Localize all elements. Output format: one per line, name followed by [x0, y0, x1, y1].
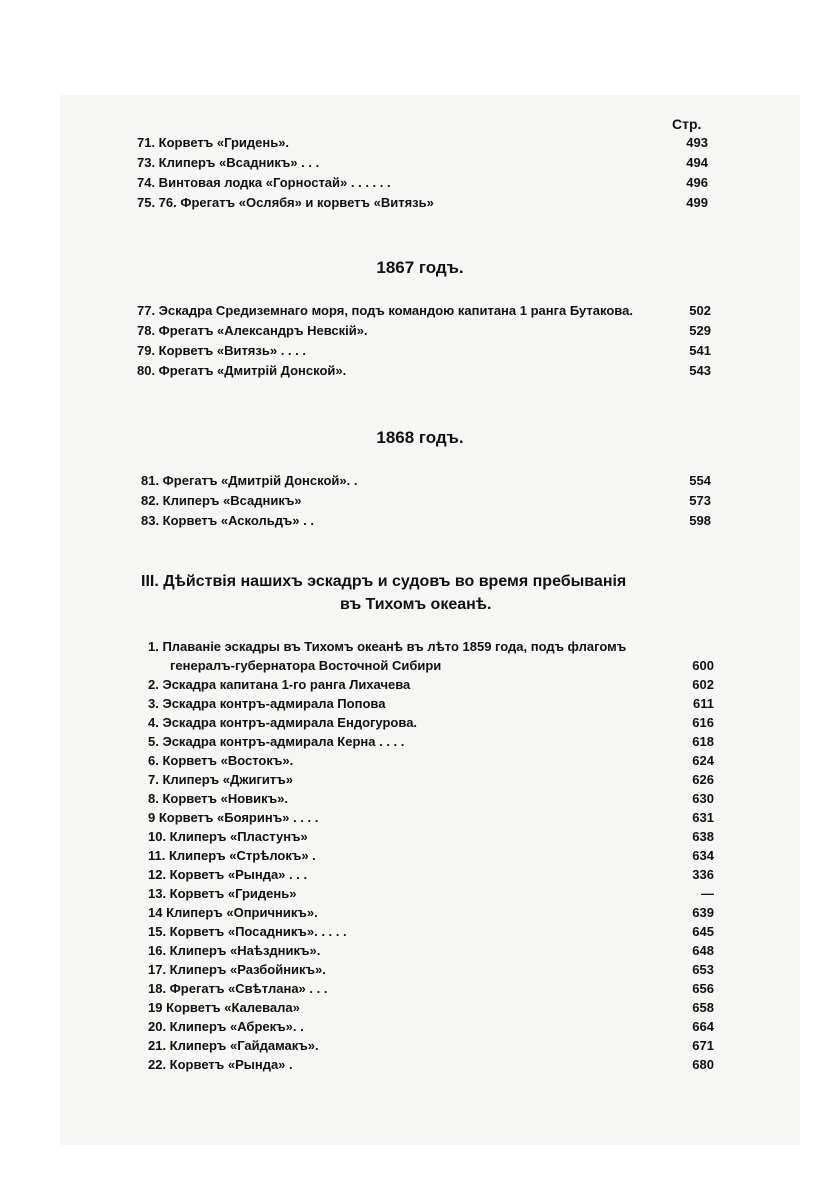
- toc-row-page: 638: [692, 829, 714, 844]
- toc-row-label: 12. Корветъ «Рында» . . .: [148, 867, 308, 882]
- toc-row-page: —: [701, 886, 714, 901]
- toc-row-label: 3. Эскадра контръ-адмирала Попова: [148, 696, 386, 711]
- year-heading: 1868 годъ.: [376, 428, 464, 447]
- toc-row-page: 658: [692, 1000, 714, 1015]
- toc-row: [148, 733, 714, 751]
- toc-row: [148, 695, 714, 713]
- toc-row-label: 74. Винтовая лодка «Горностай» . . . . . .: [137, 175, 391, 190]
- toc-row-page: 664: [692, 1019, 714, 1034]
- toc-row: [148, 923, 714, 941]
- section-title-line1: III. Дѣйствія нашихъ эскадръ и судовъ во время пребыванія: [141, 573, 627, 590]
- toc-row-label: 10. Клиперъ «Пластунъ»: [148, 829, 308, 844]
- toc-row-page: 656: [692, 981, 714, 996]
- toc-row-label: 6. Корветъ «Востокъ».: [148, 753, 294, 768]
- toc-row-label: 17. Клиперъ «Разбойникъ».: [148, 962, 326, 977]
- toc-row: [148, 676, 714, 694]
- toc-row-label: 75. 76. Фрегатъ «Ослябя» и корветъ «Витязь»: [137, 195, 434, 210]
- section-title-line2: въ Тихомъ океанѣ.: [340, 596, 492, 613]
- toc-row-page: 493: [686, 135, 708, 150]
- toc-row-label-continued: генералъ-губернатора Восточной Сибири: [170, 658, 442, 673]
- toc-row-page: 616: [692, 715, 714, 730]
- toc-row: [148, 1018, 714, 1036]
- toc-row: [148, 752, 714, 770]
- toc-row-page: 336: [692, 867, 714, 882]
- toc-row-page: 602: [692, 677, 714, 692]
- toc-row: [141, 472, 711, 490]
- toc-row-label: 73. Клиперъ «Всадникъ» . . .: [137, 155, 320, 170]
- toc-row-page: 639: [692, 905, 714, 920]
- toc-row-first-line: [148, 638, 626, 656]
- toc-row-page: 600: [692, 658, 714, 673]
- toc-row: [148, 885, 714, 903]
- toc-row-label: 19 Корветъ «Калевала»: [148, 1000, 300, 1015]
- toc-row-label: 18. Фрегатъ «Свѣтлана» . . .: [148, 981, 328, 996]
- toc-row-page: 554: [689, 473, 711, 488]
- toc-row-label: 7. Клиперъ «Джигитъ»: [148, 772, 293, 787]
- toc-row: [148, 790, 714, 808]
- toc-row: [148, 828, 714, 846]
- toc-row-label: 81. Фрегатъ «Дмитрій Донской». .: [141, 473, 358, 488]
- toc-row: [148, 847, 714, 865]
- toc-row: [137, 154, 708, 172]
- toc-row: [137, 134, 708, 152]
- toc-row-page: 598: [689, 513, 711, 528]
- toc-row: [148, 1037, 714, 1055]
- toc-row: [137, 362, 711, 380]
- toc-row-label: 15. Корветъ «Посадникъ». . . . .: [148, 924, 347, 939]
- toc-row: [148, 904, 714, 922]
- toc-row-page: 529: [689, 323, 711, 338]
- toc-row: [137, 194, 708, 212]
- toc-row-label: 2. Эскадра капитана 1-го ранга Лихачева: [148, 677, 411, 692]
- toc-row: [141, 492, 711, 510]
- toc-row-label: 80. Фрегатъ «Дмитрій Донской».: [137, 363, 347, 378]
- toc-row: [148, 980, 714, 998]
- toc-row-label: 4. Эскадра контръ-адмирала Ендогурова.: [148, 715, 418, 730]
- toc-row: [148, 657, 714, 675]
- toc-row-page: 496: [686, 175, 708, 190]
- toc-row-label: 8. Корветъ «Новикъ».: [148, 791, 288, 806]
- toc-row: [148, 1056, 714, 1074]
- toc-row-page: 634: [692, 848, 714, 863]
- toc-row-page: 631: [692, 810, 714, 825]
- toc-row: [148, 942, 714, 960]
- toc-row: [137, 302, 711, 320]
- toc-row-label: 9 Корветъ «Бояринъ» . . . .: [148, 810, 319, 825]
- toc-row-page: 494: [686, 155, 708, 170]
- toc-row-label: 16. Клиперъ «Наѣздникъ».: [148, 943, 321, 958]
- toc-row-label: 20. Клиперъ «Абрекъ». .: [148, 1019, 304, 1034]
- toc-row-page: 648: [692, 943, 714, 958]
- toc-row-page: 502: [689, 303, 711, 318]
- toc-row-page: 653: [692, 962, 714, 977]
- toc-row-page: 645: [692, 924, 714, 939]
- toc-row-label: 21. Клиперъ «Гайдамакъ».: [148, 1038, 319, 1053]
- toc-row: [148, 714, 714, 732]
- toc-row-page: 611: [693, 696, 714, 711]
- toc-row-label: 22. Корветъ «Рында» .: [148, 1057, 293, 1072]
- toc-row-label: 83. Корветъ «Аскольдъ» . .: [141, 513, 314, 528]
- toc-row: [137, 174, 708, 192]
- toc-row-page: 618: [692, 734, 714, 749]
- toc-row-page: 573: [689, 493, 711, 508]
- year-heading: 1867 годъ.: [376, 258, 464, 277]
- toc-row-page: 680: [692, 1057, 714, 1072]
- page-column-header: Стр.: [672, 116, 702, 132]
- toc-row-label: 77. Эскадра Средиземнаго моря, подъ командою капитана 1 ранга Бутакова.: [137, 303, 633, 318]
- toc-row-label: 71. Корветъ «Гридень».: [137, 135, 290, 150]
- toc-row-page: 626: [692, 772, 714, 787]
- toc-row-label: 14 Клиперъ «Опричникъ».: [148, 905, 318, 920]
- toc-row-page: 543: [689, 363, 711, 378]
- toc-row-page: 624: [692, 753, 714, 768]
- toc-row-label: 11. Клиперъ «Стрѣлокъ» .: [148, 848, 316, 863]
- toc-row: [137, 322, 711, 340]
- toc-row: [148, 809, 714, 827]
- toc-row-label: 5. Эскадра контръ-адмирала Керна . . . .: [148, 734, 405, 749]
- toc-row-page: 499: [686, 195, 708, 210]
- toc-row-label: 1. Плаваніе эскадры въ Тихомъ океанѣ въ лѣто 1859 года, подъ флагомъ: [148, 639, 627, 654]
- toc-row-label: 78. Фрегатъ «Александръ Невскій».: [137, 323, 368, 338]
- toc-row-label: 82. Клиперъ «Всадникъ»: [141, 493, 302, 508]
- toc-row: [148, 771, 714, 789]
- toc-row: [141, 512, 711, 530]
- toc-row-page: 541: [689, 343, 711, 358]
- toc-row: [148, 866, 714, 884]
- toc-row: [148, 961, 714, 979]
- toc-row: [137, 342, 711, 360]
- toc-row-page: 630: [692, 791, 714, 806]
- toc-row: [148, 999, 714, 1017]
- toc-row-label: 13. Корветъ «Гридень»: [148, 886, 297, 901]
- toc-row-label: 79. Корветъ «Витязь» . . . .: [137, 343, 306, 358]
- toc-row-page: 671: [692, 1038, 714, 1053]
